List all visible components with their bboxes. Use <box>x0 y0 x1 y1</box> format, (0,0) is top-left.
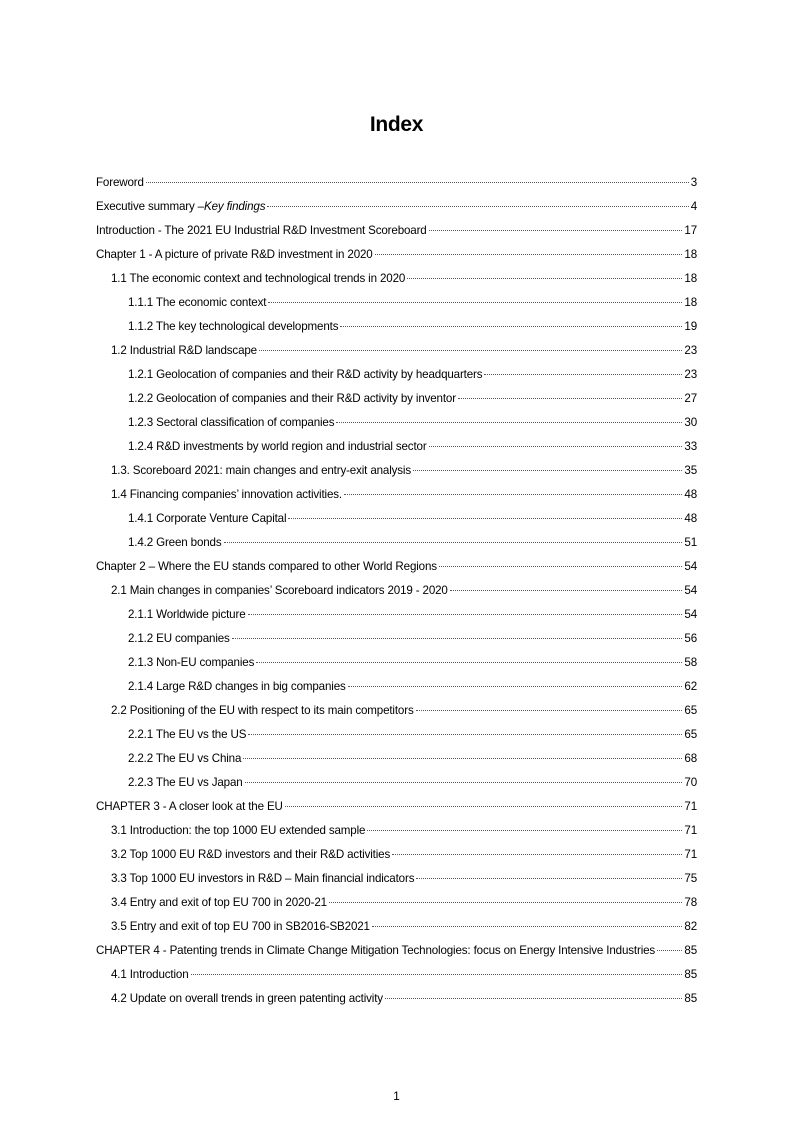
toc-entry-label <box>128 675 346 699</box>
toc-entry[interactable] <box>96 267 697 291</box>
toc-entry-label <box>128 531 222 555</box>
toc-entry-text: 1.3. Scoreboard 2021: main changes and entry-exit analysis <box>111 464 412 477</box>
dot-leader <box>450 590 683 591</box>
toc-entry-page: 18 <box>684 248 697 261</box>
toc-entry[interactable] <box>96 507 697 531</box>
toc-entry-page: 78 <box>684 896 697 909</box>
toc-entry-label <box>111 963 189 987</box>
dot-leader <box>439 566 682 567</box>
toc-entry-label <box>128 603 246 627</box>
toc-entry-text: 1.2.2 Geolocation of companies and their R&D activity by inventor <box>128 392 456 405</box>
toc-entry-text: 1.4.1 Corporate Venture Capital <box>128 512 287 525</box>
toc-entry-label <box>96 939 655 963</box>
toc-entry-text: 3.1 Introduction: the top 1000 EU extended sample <box>111 824 366 837</box>
toc-entry[interactable] <box>96 243 697 267</box>
toc-entry-label <box>111 267 405 291</box>
toc-entry[interactable] <box>96 339 697 363</box>
toc-entry-text: 2.2.2 The EU vs China <box>128 752 242 765</box>
toc-entry[interactable] <box>96 363 697 387</box>
toc-entry-text: 2.2.1 The EU vs the US <box>128 728 247 741</box>
toc-entry-page: 85 <box>684 968 697 981</box>
toc-entry-label <box>128 363 482 387</box>
toc-entry-text: 4.2 Update on overall trends in green patenting activity <box>111 992 383 1005</box>
dot-leader <box>267 206 688 207</box>
toc-entry[interactable] <box>96 915 697 939</box>
toc-entry-label <box>128 291 266 315</box>
toc-entry-text: 1.2.3 Sectoral classification of companies <box>128 416 335 429</box>
toc-entry[interactable] <box>96 555 697 579</box>
dot-leader <box>329 902 682 903</box>
toc-entry-page: 18 <box>684 296 697 309</box>
toc-entry-text: 2.2 Positioning of the EU with respect to its main competitors <box>111 704 414 717</box>
dot-leader <box>429 446 683 447</box>
dot-leader <box>348 686 683 687</box>
toc-entry-text: 3.2 Top 1000 EU R&D investors and their R&D activities <box>111 848 391 861</box>
toc-entry[interactable] <box>96 627 697 651</box>
toc-entry-text: 1.1 The economic context and technological trends in 2020 <box>111 272 406 285</box>
toc-entry-label <box>96 243 373 267</box>
dot-leader <box>372 926 683 927</box>
toc-entry-page: 68 <box>684 752 697 765</box>
toc-entry-text: 3.3 Top 1000 EU investors in R&D – Main financial indicators <box>111 872 415 885</box>
toc-entry-text: 2.1 Main changes in companies’ Scoreboard indicators 2019 - 2020 <box>111 584 448 597</box>
dot-leader <box>429 230 683 231</box>
toc-entry-label <box>128 435 427 459</box>
toc-entry[interactable] <box>96 987 697 1011</box>
toc-entry[interactable] <box>96 531 697 555</box>
toc-entry-page: 48 <box>684 512 697 525</box>
toc-entry-text: 2.2.3 The EU vs Japan <box>128 776 243 789</box>
toc-entry-page: 54 <box>684 560 697 573</box>
dot-leader <box>146 182 689 183</box>
toc-entry-text: 1.4.2 Green bonds <box>128 536 222 549</box>
dot-leader <box>224 542 683 543</box>
toc-entry-label <box>111 867 414 891</box>
dot-leader <box>248 734 682 735</box>
toc-entry-text: Chapter 1 - A picture of private R&D investment in 2020 <box>96 248 373 261</box>
toc-entry-text: 2.1.1 Worldwide picture <box>128 608 246 621</box>
dot-leader <box>268 302 682 303</box>
toc-entry-label <box>111 987 383 1011</box>
toc-entry[interactable] <box>96 387 697 411</box>
toc-entry[interactable] <box>96 723 697 747</box>
toc-entry-label <box>111 339 257 363</box>
toc-entry-label <box>111 483 342 507</box>
toc-entry-label <box>111 459 411 483</box>
toc-entry-label <box>128 627 230 651</box>
dot-leader <box>340 326 682 327</box>
toc-entry-label <box>111 819 365 843</box>
toc-entry[interactable] <box>96 843 697 867</box>
toc-entry-label <box>128 771 243 795</box>
toc-entry[interactable] <box>96 603 697 627</box>
toc-entry[interactable] <box>96 219 697 243</box>
toc-entry[interactable] <box>96 675 697 699</box>
toc-entry-page: 33 <box>684 440 697 453</box>
dot-leader <box>407 278 682 279</box>
toc-entry-text: 1.2.4 R&D investments by world region and industrial sector <box>128 440 427 453</box>
dot-leader <box>288 518 682 519</box>
toc-entry-text: Introduction - The 2021 EU Industrial R&D Investment Scoreboard <box>96 224 427 237</box>
toc-entry-text: CHAPTER 4 - Patenting trends in Climate Change Mitigation Technologies: focus on Energy Intensive Industries <box>96 944 656 957</box>
toc-entry-label <box>128 411 334 435</box>
toc-entry-text: 2.1.3 Non-EU companies <box>128 656 255 669</box>
toc-entry[interactable] <box>96 963 697 987</box>
toc-entry-text: Chapter 2 – Where the EU stands compared to other World Regions <box>96 560 437 573</box>
toc-entry-text: 2.1.2 EU companies <box>128 632 230 645</box>
dot-leader <box>657 950 682 951</box>
toc-entry-label <box>96 219 427 243</box>
toc-entry-text: Executive summary – <box>96 200 204 213</box>
toc-entry-page: 23 <box>684 368 697 381</box>
toc-entry-label <box>96 555 437 579</box>
toc-entry-page: 58 <box>684 656 697 669</box>
toc-entry-label <box>128 387 456 411</box>
dot-leader <box>243 758 682 759</box>
toc-entry[interactable] <box>96 795 697 819</box>
dot-leader <box>336 422 682 423</box>
toc-entry[interactable] <box>96 771 697 795</box>
toc-entry-page: 85 <box>684 944 697 957</box>
toc-entry-text: 1.2 Industrial R&D landscape <box>111 344 257 357</box>
dot-leader <box>413 470 682 471</box>
toc-entry-label <box>111 579 448 603</box>
toc-entry[interactable] <box>96 411 697 435</box>
toc-entry-text: 1.1.2 The key technological developments <box>128 320 339 333</box>
table-of-contents <box>96 171 697 1011</box>
toc-entry-page: 27 <box>684 392 697 405</box>
dot-leader <box>232 638 683 639</box>
toc-entry-page: 18 <box>684 272 697 285</box>
toc-entry[interactable] <box>96 435 697 459</box>
dot-leader <box>259 350 682 351</box>
toc-entry-italic-text: Key findings <box>203 200 266 213</box>
dot-leader <box>458 398 682 399</box>
toc-entry-label <box>128 723 246 747</box>
toc-entry-page: 75 <box>684 872 697 885</box>
toc-entry[interactable] <box>96 291 697 315</box>
dot-leader <box>285 806 683 807</box>
toc-entry-text: 1.4 Financing companies’ innovation activities. <box>111 488 342 501</box>
toc-entry-text: 1.1.1 The economic context <box>128 296 267 309</box>
toc-entry[interactable] <box>96 819 697 843</box>
toc-entry-label <box>111 699 414 723</box>
toc-entry-page: 71 <box>684 800 697 813</box>
toc-entry-label <box>111 891 327 915</box>
toc-entry-page: 71 <box>684 848 697 861</box>
toc-entry-page: 54 <box>684 584 697 597</box>
toc-entry-page: 54 <box>684 608 697 621</box>
toc-entry-page: 48 <box>684 488 697 501</box>
dot-leader <box>392 854 682 855</box>
page-title: Index <box>369 113 424 136</box>
toc-entry-page: 4 <box>690 200 697 213</box>
toc-entry-page: 56 <box>684 632 697 645</box>
toc-entry[interactable] <box>96 483 697 507</box>
toc-entry[interactable] <box>96 195 697 219</box>
dot-leader <box>375 254 683 255</box>
toc-entry[interactable] <box>96 651 697 675</box>
dot-leader <box>256 662 682 663</box>
toc-entry-text: 4.1 Introduction <box>111 968 189 981</box>
toc-entry-page: 65 <box>684 728 697 741</box>
toc-entry-page: 70 <box>684 776 697 789</box>
dot-leader <box>385 998 682 999</box>
toc-entry-label <box>128 507 286 531</box>
toc-entry-page: 51 <box>684 536 697 549</box>
toc-entry-label <box>128 651 254 675</box>
page-number: 1 <box>393 1089 400 1103</box>
toc-entry-text: 2.1.4 Large R&D changes in big companies <box>128 680 346 693</box>
toc-entry[interactable] <box>96 747 697 771</box>
toc-entry[interactable] <box>96 867 697 891</box>
toc-entry-text: 3.5 Entry and exit of top EU 700 in SB2016-SB2021 <box>111 920 370 933</box>
dot-leader <box>245 782 683 783</box>
dot-leader <box>344 494 682 495</box>
toc-entry-label <box>96 171 144 195</box>
dot-leader <box>416 710 683 711</box>
toc-entry-text: Foreword <box>96 176 144 189</box>
toc-entry[interactable] <box>96 939 697 963</box>
toc-entry-page: 30 <box>684 416 697 429</box>
dot-leader <box>416 878 682 879</box>
toc-entry[interactable] <box>96 699 697 723</box>
toc-entry-label <box>111 915 370 939</box>
toc-entry-page: 62 <box>684 680 697 693</box>
toc-entry-page: 23 <box>684 344 697 357</box>
toc-entry-page: 17 <box>684 224 697 237</box>
dot-leader <box>484 374 682 375</box>
toc-entry-label <box>111 843 390 867</box>
dot-leader <box>367 830 682 831</box>
toc-entry-page: 71 <box>684 824 697 837</box>
toc-entry[interactable] <box>96 459 697 483</box>
toc-entry[interactable] <box>96 171 697 195</box>
toc-entry-page: 19 <box>684 320 697 333</box>
dot-leader <box>248 614 683 615</box>
dot-leader <box>191 974 683 975</box>
toc-entry-label <box>128 315 338 339</box>
toc-entry-page: 65 <box>684 704 697 717</box>
toc-entry[interactable] <box>96 579 697 603</box>
toc-entry-page: 35 <box>684 464 697 477</box>
toc-entry-text: CHAPTER 3 - A closer look at the EU <box>96 800 283 813</box>
toc-entry[interactable] <box>96 891 697 915</box>
toc-entry[interactable] <box>96 315 697 339</box>
toc-entry-label <box>96 195 265 219</box>
toc-entry-page: 82 <box>684 920 697 933</box>
toc-entry-page: 3 <box>690 176 697 189</box>
toc-entry-page: 85 <box>684 992 697 1005</box>
toc-entry-text: 3.4 Entry and exit of top EU 700 in 2020-21 <box>111 896 327 909</box>
toc-entry-text: 1.2.1 Geolocation of companies and their R&D activity by headquarters <box>128 368 483 381</box>
toc-entry-label <box>128 747 241 771</box>
toc-entry-label <box>96 795 283 819</box>
